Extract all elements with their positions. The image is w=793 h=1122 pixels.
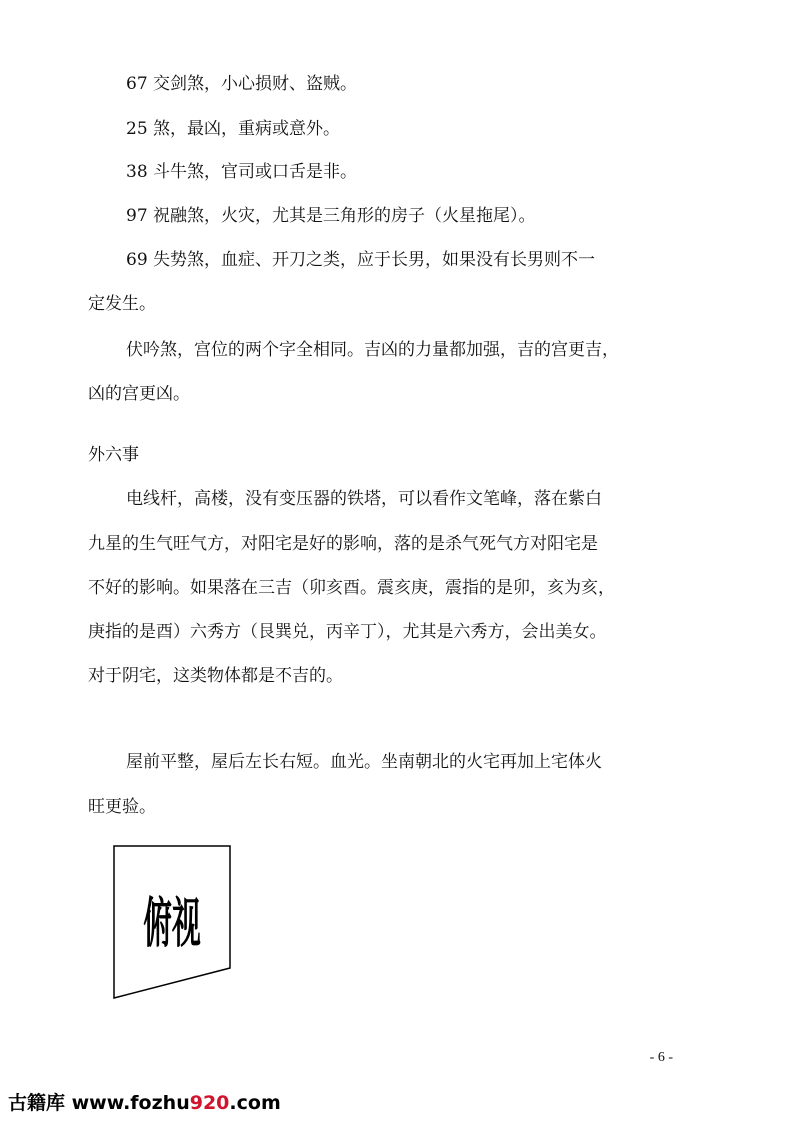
paragraph-line-4: 97 祝融煞，火灾，尤其是三角形的房子（火星拖尾）。 xyxy=(126,206,536,226)
footer-site-number: 920 xyxy=(189,1092,230,1114)
paragraph-line-7: 伏吟煞，宫位的两个字全相同。吉凶的力量都加强，吉的宫更吉， xyxy=(126,340,619,360)
paragraph-line-1: 67 交剑煞，小心损财、盗贼。 xyxy=(126,74,358,94)
top-view-diagram xyxy=(112,844,234,1000)
house-note-line-1: 屋前平整，屋后左长右短。血光。坐南朝北的火宅再加上宅体火 xyxy=(126,752,602,772)
paragraph-line-2: 25 煞，最凶，重病或意外。 xyxy=(126,119,341,139)
section-line-1: 电线杆，高楼，没有变压器的铁塔，可以看作文笔峰，落在紫白 xyxy=(126,489,602,509)
footer-brand: 古籍库 xyxy=(8,1092,66,1114)
section-line-5: 对于阴宅，这类物体都是不吉的。 xyxy=(88,666,343,686)
footer-site-suffix: .com xyxy=(229,1092,281,1114)
paragraph-line-3: 38 斗牛煞，官司或口舌是非。 xyxy=(126,162,358,182)
section-line-2: 九星的生气旺气方，对阳宅是好的影响，落的是杀气死气方对阳宅是 xyxy=(88,534,598,554)
paragraph-line-8: 凶的宫更凶。 xyxy=(88,384,190,404)
section-line-3: 不好的影响。如果落在三吉（卯亥酉。震亥庚，震指的是卯，亥为亥， xyxy=(88,578,615,598)
diagram-label: 俯视 xyxy=(143,892,201,956)
house-note-line-2: 旺更验。 xyxy=(88,797,156,817)
paragraph-line-6: 定发生。 xyxy=(88,294,156,314)
footer-site-prefix: www.fozhu xyxy=(65,1092,190,1114)
paragraph-line-5: 69 失势煞，血症、开刀之类，应于长男，如果没有长男则不一 xyxy=(126,250,596,270)
footer-watermark xyxy=(8,1088,281,1115)
section-title: 外六事 xyxy=(88,445,139,465)
section-line-4: 庚指的是酉）六秀方（艮巽兑，丙辛丁），尤其是六秀方，会出美女。 xyxy=(88,622,607,642)
page-number: - 6 - xyxy=(649,1050,673,1065)
